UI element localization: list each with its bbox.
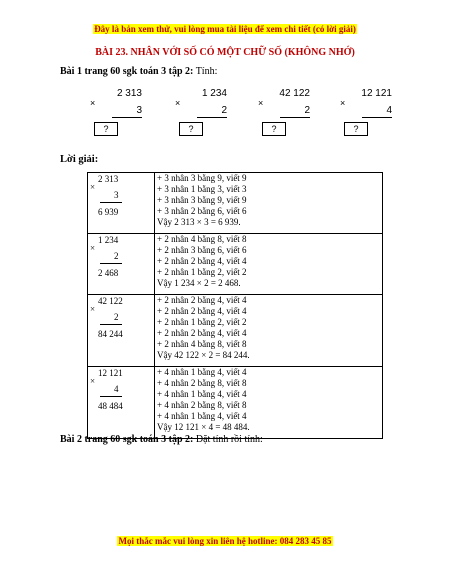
step-conclusion: Vậy 1 234 × 2 = 2 468. (157, 278, 241, 289)
problem-top-number: 12 121 (361, 88, 392, 99)
steps-cell (155, 234, 383, 295)
steps-cell (155, 295, 383, 367)
top-banner (0, 24, 450, 34)
calc-multiplier: 4 (114, 384, 119, 394)
problem-multiplier: 2 (304, 105, 310, 116)
calc-result: 84 244 (98, 329, 123, 339)
problem-line (112, 117, 142, 118)
step-line: + 4 nhân 2 bằng 8, viết 8 (157, 378, 247, 389)
problem-line (197, 117, 227, 118)
step-line: + 4 nhân 1 bằng 4, viết 4 (157, 367, 247, 377)
calc-line (100, 202, 122, 203)
calculation-cell (88, 367, 155, 439)
step-conclusion: Vậy 42 122 × 2 = 84 244. (157, 350, 250, 361)
exercise2-label: Bài 2 trang 60 sgk toán 3 tập 2: (60, 434, 194, 445)
times-icon: × (90, 376, 96, 386)
times-icon: × (90, 98, 96, 108)
exercise1-instruction: Tính: (195, 66, 218, 77)
step-line: + 3 nhân 3 bằng 9, viết 9 (157, 195, 247, 206)
calc-line (100, 263, 122, 264)
calc-multiplier: 3 (114, 190, 119, 200)
calc-top-number: 1 234 (98, 235, 119, 245)
step-line: + 2 nhân 2 bằng 4, viết 4 (157, 256, 247, 267)
step-line: + 3 nhân 3 bằng 9, viết 9 (157, 173, 247, 183)
step-line: + 2 nhân 2 bằng 4, viết 4 (157, 306, 247, 317)
times-icon: × (340, 98, 346, 108)
step-line: + 3 nhân 1 bằng 3, viết 3 (157, 184, 247, 195)
step-line: + 2 nhân 2 bằng 4, viết 4 (157, 328, 247, 339)
problem-multiplier: 2 (221, 105, 227, 116)
step-line: + 2 nhân 1 bằng 2, viết 2 (157, 267, 247, 278)
step-line: + 4 nhân 1 bằng 4, viết 4 (157, 411, 247, 422)
table-row (88, 234, 383, 295)
problem-multiplier: 3 (136, 105, 142, 116)
calc-result: 2 468 (98, 268, 119, 278)
problem-top-number: 1 234 (201, 88, 227, 99)
problem-line (362, 117, 392, 118)
calc-line (100, 324, 122, 325)
top-banner-text: Đây là bản xem thử, vui lòng mua tài liệu để xem chi tiết (có lời giải) (94, 24, 356, 34)
times-icon: × (90, 182, 96, 192)
step-line: + 2 nhân 1 bằng 2, viết 2 (157, 317, 247, 328)
answer-box: ? (344, 122, 368, 136)
problem-top-number: 2 313 (116, 88, 142, 99)
step-conclusion: Vậy 12 121 × 4 = 48 484. (157, 422, 250, 433)
table-row (88, 367, 383, 439)
calculation-cell (88, 295, 155, 367)
table-row (88, 173, 383, 234)
exercise-problem (258, 88, 310, 138)
step-line: + 4 nhân 2 bằng 8, viết 8 (157, 400, 247, 411)
page-title: BÀI 23. NHÂN VỚI SỐ CÓ MỘT CHỮ SỐ (KHÔNG NHỚ) (95, 47, 355, 58)
times-icon: × (90, 304, 96, 314)
solution-heading: Lời giải: (60, 154, 99, 165)
calc-multiplier: 2 (114, 312, 119, 322)
step-line: + 3 nhân 2 bằng 6, viết 6 (157, 206, 247, 217)
calc-top-number: 2 313 (98, 174, 119, 184)
exercise-problem (340, 88, 392, 138)
answer-box: ? (94, 122, 118, 136)
answer-box: ? (179, 122, 203, 136)
problem-top-number: 42 122 (279, 88, 310, 99)
calc-top-number: 42 122 (98, 296, 123, 306)
exercise1-heading (60, 66, 217, 77)
calculation-cell (88, 173, 155, 234)
step-conclusion: Vậy 2 313 × 3 = 6 939. (157, 217, 241, 228)
bottom-banner-text: Mọi thắc mắc vui lòng xin liên hệ hotline: 084 283 45 85 (118, 536, 332, 546)
calc-line (100, 396, 122, 397)
problem-multiplier: 4 (386, 105, 392, 116)
steps-cell (155, 367, 383, 439)
times-icon: × (258, 98, 264, 108)
table-row (88, 295, 383, 367)
exercise-problem (175, 88, 227, 138)
answer-box: ? (262, 122, 286, 136)
step-line: + 4 nhân 1 bằng 4, viết 4 (157, 389, 247, 400)
times-icon: × (175, 98, 181, 108)
calc-result: 48 484 (98, 401, 123, 411)
times-icon: × (90, 243, 96, 253)
exercise1-label: Bài 1 trang 60 sgk toán 3 tập 2: (60, 66, 194, 77)
step-line: + 2 nhân 2 bằng 4, viết 4 (157, 295, 247, 305)
exercise2-heading (60, 434, 263, 445)
step-line: + 2 nhân 3 bằng 6, viết 6 (157, 245, 247, 256)
problem-line (280, 117, 310, 118)
exercise2-instruction: Đặt tính rồi tính: (195, 434, 263, 445)
calculation-cell (88, 234, 155, 295)
steps-cell (155, 173, 383, 234)
calc-multiplier: 2 (114, 251, 119, 261)
step-line: + 2 nhân 4 bằng 8, viết 8 (157, 339, 247, 350)
bottom-banner (0, 536, 450, 546)
calc-result: 6 939 (98, 207, 119, 217)
step-line: + 2 nhân 4 bằng 8, viết 8 (157, 234, 247, 244)
solution-table (87, 172, 383, 439)
calc-top-number: 12 121 (98, 368, 123, 378)
exercise-problem (90, 88, 142, 138)
